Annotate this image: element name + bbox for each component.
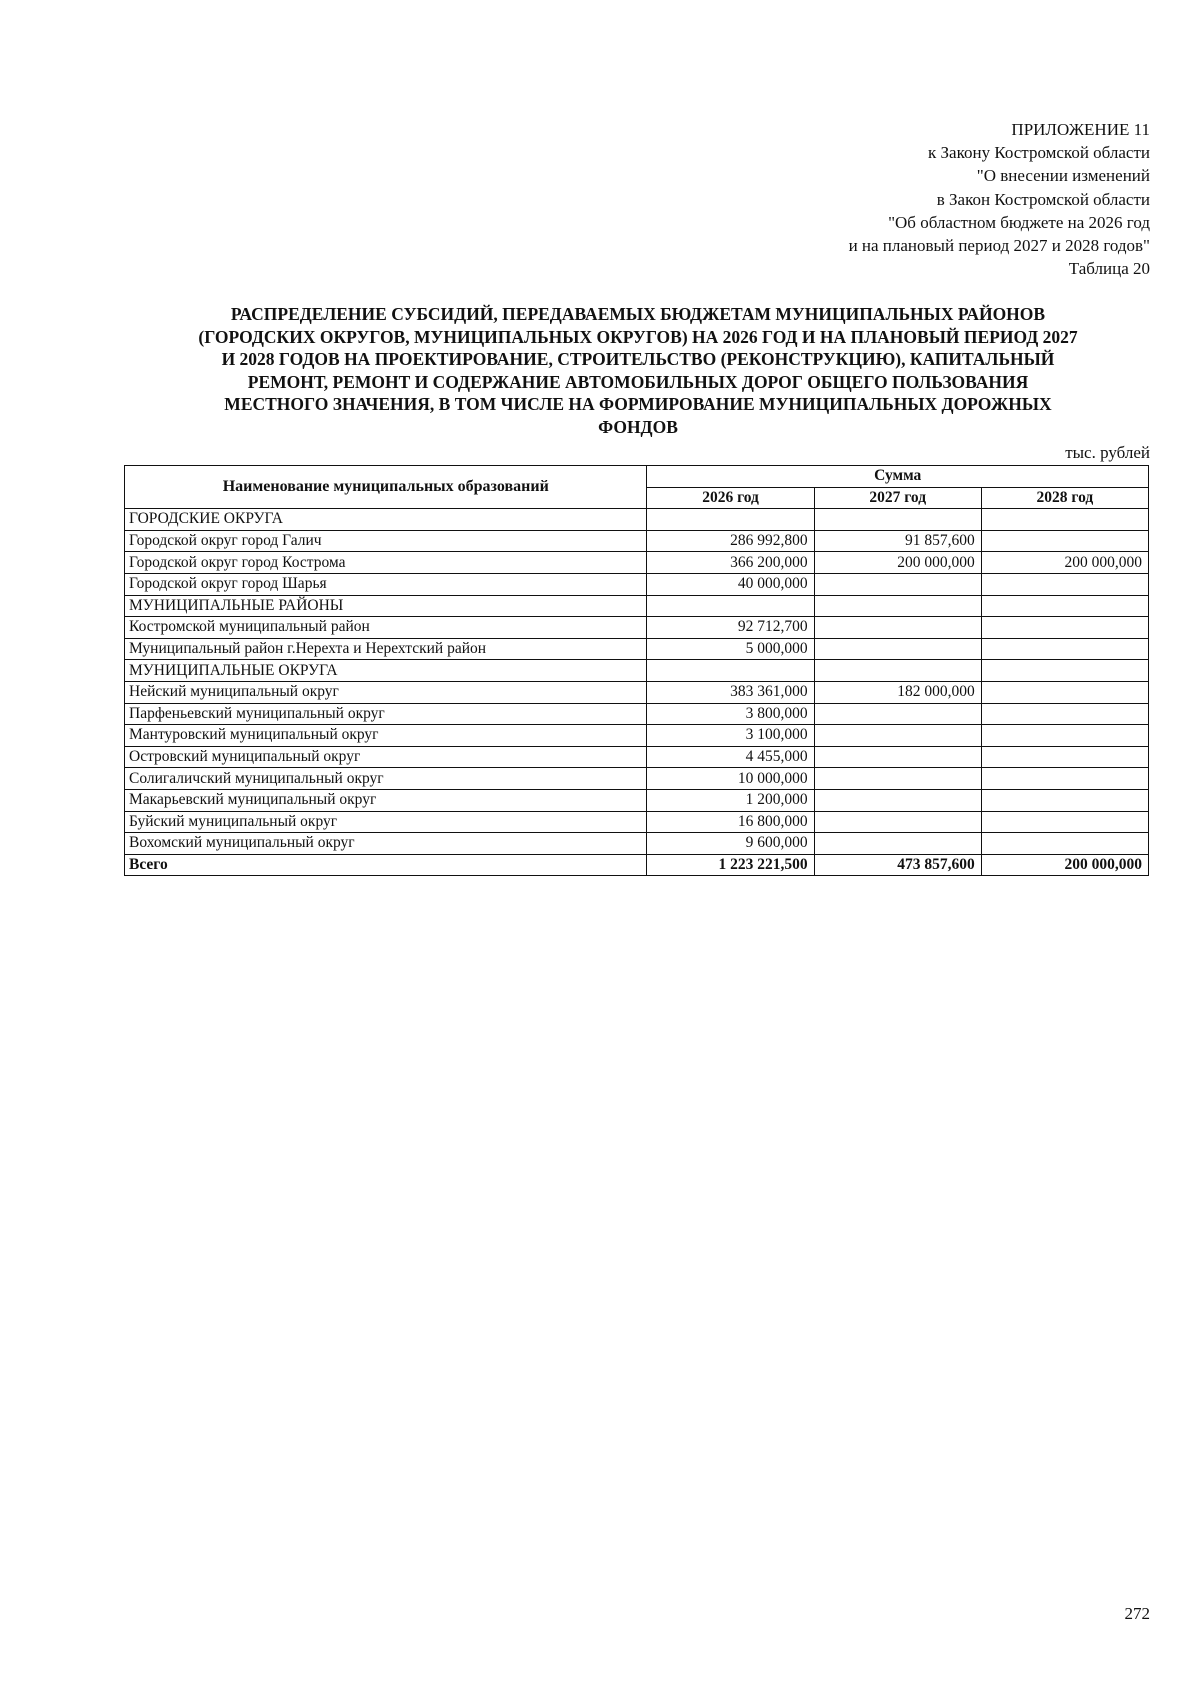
row-name-cell: МУНИЦИПАЛЬНЫЕ РАЙОНЫ bbox=[125, 595, 647, 617]
row-value-2028 bbox=[981, 638, 1148, 660]
row-name-cell: Нейский муниципальный округ bbox=[125, 681, 647, 703]
total-value-2026: 1 223 221,500 bbox=[647, 854, 814, 876]
header-line: ПРИЛОЖЕНИЕ 11 bbox=[1011, 120, 1150, 139]
header-line: "Об областном бюджете на 2026 год bbox=[888, 212, 1150, 232]
row-value-2026: 4 455,000 bbox=[647, 746, 814, 768]
row-value-2026: 5 000,000 bbox=[647, 638, 814, 660]
row-value-2026: 10 000,000 bbox=[647, 768, 814, 790]
row-value-2027 bbox=[814, 660, 981, 682]
subsidy-table bbox=[124, 465, 1149, 876]
title-line: МЕСТНОГО ЗНАЧЕНИЯ, В ТОМ ЧИСЛЕ НА ФОРМИРОВАНИЕ МУНИЦИПАЛЬНЫХ ДОРОЖНЫХ bbox=[224, 394, 1052, 414]
row-name-cell: Муниципальный район г.Нерехта и Нерехтский район bbox=[125, 638, 647, 660]
row-value-2028 bbox=[981, 703, 1148, 725]
row-value-2027 bbox=[814, 703, 981, 725]
row-name-cell: Вохомский муниципальный округ bbox=[125, 833, 647, 855]
header-line: к Закону Костромской области bbox=[928, 143, 1150, 163]
page-number: 272 bbox=[1124, 1604, 1150, 1623]
table-row bbox=[125, 768, 1149, 790]
row-name-cell: Макарьевский муниципальный округ bbox=[125, 789, 647, 811]
year-header-2026: 2026 год bbox=[647, 487, 814, 509]
table-row bbox=[125, 660, 1149, 682]
row-value-2028 bbox=[981, 530, 1148, 552]
row-value-2027: 182 000,000 bbox=[814, 681, 981, 703]
row-value-2026: 3 800,000 bbox=[647, 703, 814, 725]
sum-column-header: Сумма bbox=[647, 466, 1149, 488]
table-row bbox=[125, 638, 1149, 660]
row-name-cell: Костромской муниципальный район bbox=[125, 617, 647, 639]
table-row bbox=[125, 811, 1149, 833]
row-value-2028 bbox=[981, 573, 1148, 595]
row-value-2027 bbox=[814, 725, 981, 747]
row-name-cell: Городской округ город Кострома bbox=[125, 552, 647, 574]
table-row bbox=[125, 833, 1149, 855]
row-value-2027: 200 000,000 bbox=[814, 552, 981, 574]
row-value-2027 bbox=[814, 768, 981, 790]
year-header-2027: 2027 год bbox=[814, 487, 981, 509]
row-value-2028 bbox=[981, 681, 1148, 703]
row-name-cell: МУНИЦИПАЛЬНЫЕ ОКРУГА bbox=[125, 660, 647, 682]
header-line: "О внесении изменений bbox=[976, 166, 1150, 186]
row-value-2026: 286 992,800 bbox=[647, 530, 814, 552]
table-row bbox=[125, 789, 1149, 811]
row-value-2027 bbox=[814, 638, 981, 660]
row-value-2027 bbox=[814, 811, 981, 833]
table-row bbox=[125, 617, 1149, 639]
row-value-2028 bbox=[981, 746, 1148, 768]
row-value-2027: 91 857,600 bbox=[814, 530, 981, 552]
row-value-2027 bbox=[814, 789, 981, 811]
total-row bbox=[125, 854, 1149, 876]
table-row bbox=[125, 595, 1149, 617]
row-value-2027 bbox=[814, 595, 981, 617]
table-row bbox=[125, 530, 1149, 552]
title-line: И 2028 ГОДОВ НА ПРОЕКТИРОВАНИЕ, СТРОИТЕЛЬСТВО (РЕКОНСТРУКЦИЮ), КАПИТАЛЬНЫЙ bbox=[221, 349, 1055, 369]
row-value-2028 bbox=[981, 833, 1148, 855]
year-header-2028: 2028 год bbox=[981, 487, 1148, 509]
table-row bbox=[125, 552, 1149, 574]
table-row bbox=[125, 573, 1149, 595]
name-column-header: Наименование муниципальных образований bbox=[125, 466, 647, 509]
row-value-2028: 200 000,000 bbox=[981, 552, 1148, 574]
row-value-2026 bbox=[647, 660, 814, 682]
row-value-2026: 3 100,000 bbox=[647, 725, 814, 747]
row-name-cell: Островский муниципальный округ bbox=[125, 746, 647, 768]
header-line: Таблица 20 bbox=[1068, 259, 1150, 279]
row-value-2026: 9 600,000 bbox=[647, 833, 814, 855]
row-value-2027 bbox=[814, 833, 981, 855]
row-name-cell: ГОРОДСКИЕ ОКРУГА bbox=[125, 509, 647, 531]
row-value-2028 bbox=[981, 768, 1148, 790]
header-line: в Закон Костромской области bbox=[936, 189, 1150, 209]
row-name-cell: Городской округ город Галич bbox=[125, 530, 647, 552]
total-value-2027: 473 857,600 bbox=[814, 854, 981, 876]
row-value-2028 bbox=[981, 595, 1148, 617]
title-line: ФОНДОВ bbox=[598, 416, 678, 437]
table-row bbox=[125, 703, 1149, 725]
row-name-cell: Солигаличский муниципальный округ bbox=[125, 768, 647, 790]
row-value-2026: 16 800,000 bbox=[647, 811, 814, 833]
document-header bbox=[550, 118, 1150, 280]
row-value-2028 bbox=[981, 789, 1148, 811]
row-value-2026: 1 200,000 bbox=[647, 789, 814, 811]
document-title bbox=[118, 303, 1158, 438]
row-value-2027 bbox=[814, 573, 981, 595]
row-name-cell: Буйский муниципальный округ bbox=[125, 811, 647, 833]
title-line: (ГОРОДСКИХ ОКРУГОВ, МУНИЦИПАЛЬНЫХ ОКРУГОВ) НА 2026 ГОД И НА ПЛАНОВЫЙ ПЕРИОД 2027 bbox=[198, 326, 1078, 347]
row-value-2026 bbox=[647, 595, 814, 617]
row-value-2028 bbox=[981, 660, 1148, 682]
row-value-2028 bbox=[981, 725, 1148, 747]
table-row bbox=[125, 725, 1149, 747]
title-line: РАСПРЕДЕЛЕНИЕ СУБСИДИЙ, ПЕРЕДАВАЕМЫХ БЮДЖЕТАМ МУНИЦИПАЛЬНЫХ РАЙОНОВ bbox=[230, 304, 1046, 324]
row-value-2028 bbox=[981, 509, 1148, 531]
row-value-2028 bbox=[981, 811, 1148, 833]
header-line: и на плановый период 2027 и 2028 годов" bbox=[848, 236, 1150, 256]
row-value-2026: 92 712,700 bbox=[647, 617, 814, 639]
row-value-2028 bbox=[981, 617, 1148, 639]
total-label: Всего bbox=[125, 854, 647, 876]
table-body bbox=[125, 509, 1149, 876]
total-value-2028: 200 000,000 bbox=[981, 854, 1148, 876]
row-value-2027 bbox=[814, 509, 981, 531]
row-name-cell: Мантуровский муниципальный округ bbox=[125, 725, 647, 747]
row-value-2026: 383 361,000 bbox=[647, 681, 814, 703]
table-row bbox=[125, 746, 1149, 768]
row-value-2026: 366 200,000 bbox=[647, 552, 814, 574]
units-label: тыс. рублей bbox=[1065, 443, 1150, 462]
row-value-2027 bbox=[814, 617, 981, 639]
title-line: РЕМОНТ, РЕМОНТ И СОДЕРЖАНИЕ АВТОМОБИЛЬНЫХ ДОРОГ ОБЩЕГО ПОЛЬЗОВАНИЯ bbox=[247, 371, 1029, 392]
row-value-2026: 40 000,000 bbox=[647, 573, 814, 595]
table-row bbox=[125, 509, 1149, 531]
row-value-2026 bbox=[647, 509, 814, 531]
table-row bbox=[125, 681, 1149, 703]
row-name-cell: Городской округ город Шарья bbox=[125, 573, 647, 595]
row-name-cell: Парфеньевский муниципальный округ bbox=[125, 703, 647, 725]
row-value-2027 bbox=[814, 746, 981, 768]
